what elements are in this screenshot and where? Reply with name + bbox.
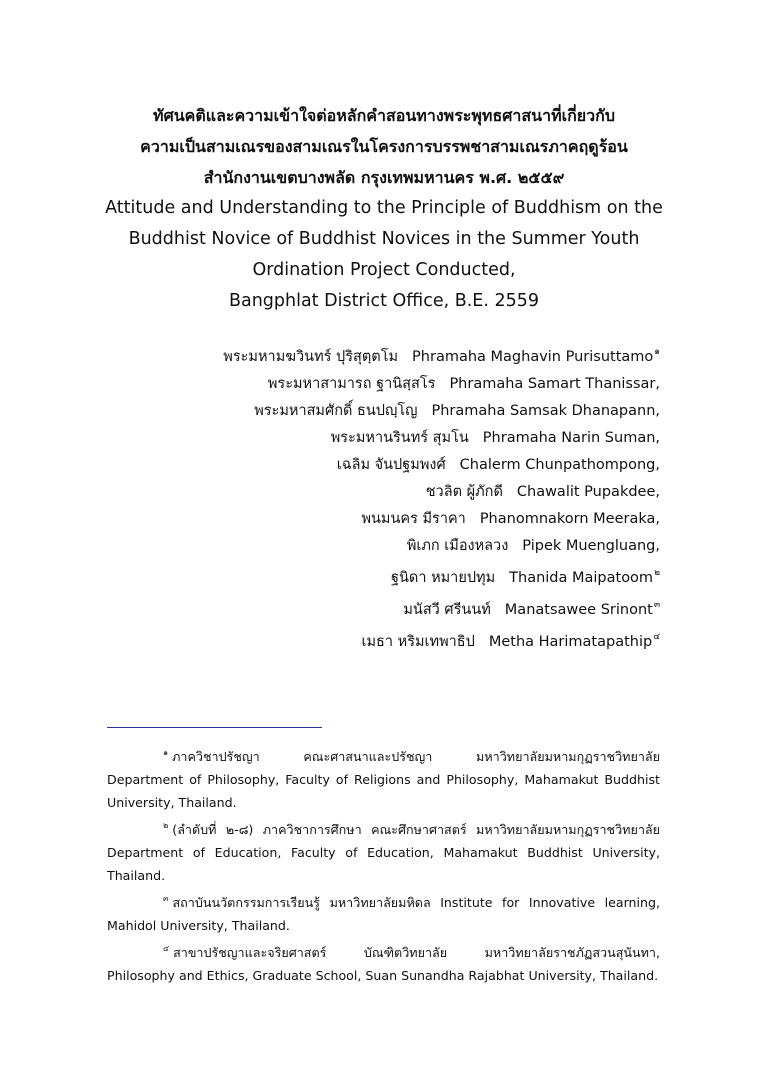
author-english-name: Chalerm Chunpathompong, (459, 457, 660, 473)
author-english-name: Manatsawee Srinont (504, 602, 653, 618)
author-entry (223, 592, 660, 624)
author-entry (223, 452, 660, 479)
english-title-line-1: Attitude and Understanding to the Principle of Buddhism on the (105, 198, 663, 218)
author-entry (223, 425, 660, 452)
affiliation-mark: ๑ (654, 347, 660, 357)
author-english-name: Phramaha Samsak Dhanapann, (431, 403, 660, 419)
author-english-name: Phanomnakorn Meeraka, (479, 511, 660, 527)
author-thai-name: พระมหานรินทร์ สุมโน (330, 430, 469, 446)
footnote (107, 814, 660, 887)
footnote-separator (107, 727, 322, 728)
author-thai-name: มนัสวี ศรีนนท์ (403, 602, 491, 618)
author-entry (223, 560, 660, 592)
author-english-name: Phramaha Samart Thanissar, (449, 376, 660, 392)
author-entry (223, 533, 660, 560)
affiliation-mark: ๒ (654, 568, 660, 578)
footnote-text: ภาควิชาปรัชญา คณะศาสนาและปรัชญา มหาวิทยาลัยมหามกุฏราชวิทยาลัย Department of Philosophy, Faculty of Religions and Philosophy, Mahamakut Buddhist University, Thailand. (107, 749, 660, 810)
title-block (0, 100, 768, 317)
author-thai-name: เฉลิม จันปฐมพงศ์ (336, 457, 446, 473)
author-english-name: Chawalit Pupakdee, (516, 484, 660, 500)
english-title-line-3: Ordination Project Conducted, (252, 260, 516, 280)
author-english-name: Phramaha Narin Suman, (482, 430, 660, 446)
footnote (107, 887, 660, 937)
footnote-mark: ๓ (163, 894, 169, 903)
footnote-mark: ๑ (163, 748, 169, 757)
author-english-name: Metha Harimatapathip (488, 634, 653, 650)
footnote-text: สถาบันนวัตกรรมการเรียนรู้ มหาวิทยาลัยมหิดล Institute for Innovative learning, Mahidol University, Thailand. (107, 895, 660, 933)
author-entry (223, 398, 660, 425)
footnote-text: (ลำดับที่ ๒-๘) ภาควิชาการศึกษา คณะศึกษาศาสตร์ มหาวิทยาลัยมหามกุฏราชวิทยาลัย Department of Education, Faculty of Education, Mahamakut Buddhist University, Thailand. (107, 822, 660, 883)
affiliation-mark: ๓ (653, 600, 660, 610)
author-english-name: Phramaha Maghavin Purisuttamo (412, 349, 654, 365)
author-entry (223, 339, 660, 371)
english-title-line-4: Bangphlat District Office, B.E. 2559 (228, 291, 540, 311)
author-thai-name: พนมนคร มีราคา (361, 511, 466, 527)
author-thai-name: พระมหาสมศักดิ์ ธนปญฺโญ (254, 403, 418, 419)
affiliation-mark: ๔ (653, 632, 660, 642)
author-thai-name: พระมหาสามารถ ฐานิสฺสโร (267, 376, 436, 392)
footnote-text: สาขาปรัชญาและจริยศาสตร์ บัณฑิตวิทยาลัย มหาวิทยาลัยราชภัฏสวนสุนันทา, Philosophy and Ethics, Graduate School, Suan Sunandha Rajabhat University, Thailand. (107, 945, 660, 983)
author-entry (223, 479, 660, 506)
english-title-line-2: Buddhist Novice of Buddhist Novices in the Summer Youth (128, 229, 640, 249)
thai-title-line-2: ความเป็นสามเณรของสามเณรในโครงการบรรพชาสามเณรภาคฤดูร้อน (140, 137, 628, 156)
footnote (107, 741, 660, 814)
author-thai-name: พิเภก เมืองหลวง (406, 538, 509, 554)
thai-title-line-3: สำนักงานเขตบางพลัด กรุงเทพมหานคร พ.ศ. ๒๕๕๙ (203, 168, 565, 187)
author-entry (223, 624, 660, 656)
author-thai-name: ชวลิต ผู้ภักดี (425, 484, 503, 500)
author-thai-name: ฐนิดา หมายปทุม (390, 570, 496, 586)
author-entry (223, 371, 660, 398)
author-english-name: Thanida Maipatoom (509, 570, 654, 586)
footnote-mark: ๒ (163, 821, 169, 830)
author-list (223, 339, 660, 656)
footnote-mark: ๔ (163, 944, 170, 953)
author-thai-name: เมธา หริมเทพาธิป (361, 634, 475, 650)
author-english-name: Pipek Muengluang, (522, 538, 660, 554)
author-thai-name: พระมหามฆวินทร์ ปุริสุตฺตโม (223, 349, 399, 365)
thai-title-line-1: ทัศนคติและความเข้าใจต่อหลักคำสอนทางพระพุทธศาสนาที่เกี่ยวกับ (153, 106, 615, 125)
footnotes (107, 741, 660, 987)
author-entry (223, 506, 660, 533)
footnote (107, 937, 660, 987)
